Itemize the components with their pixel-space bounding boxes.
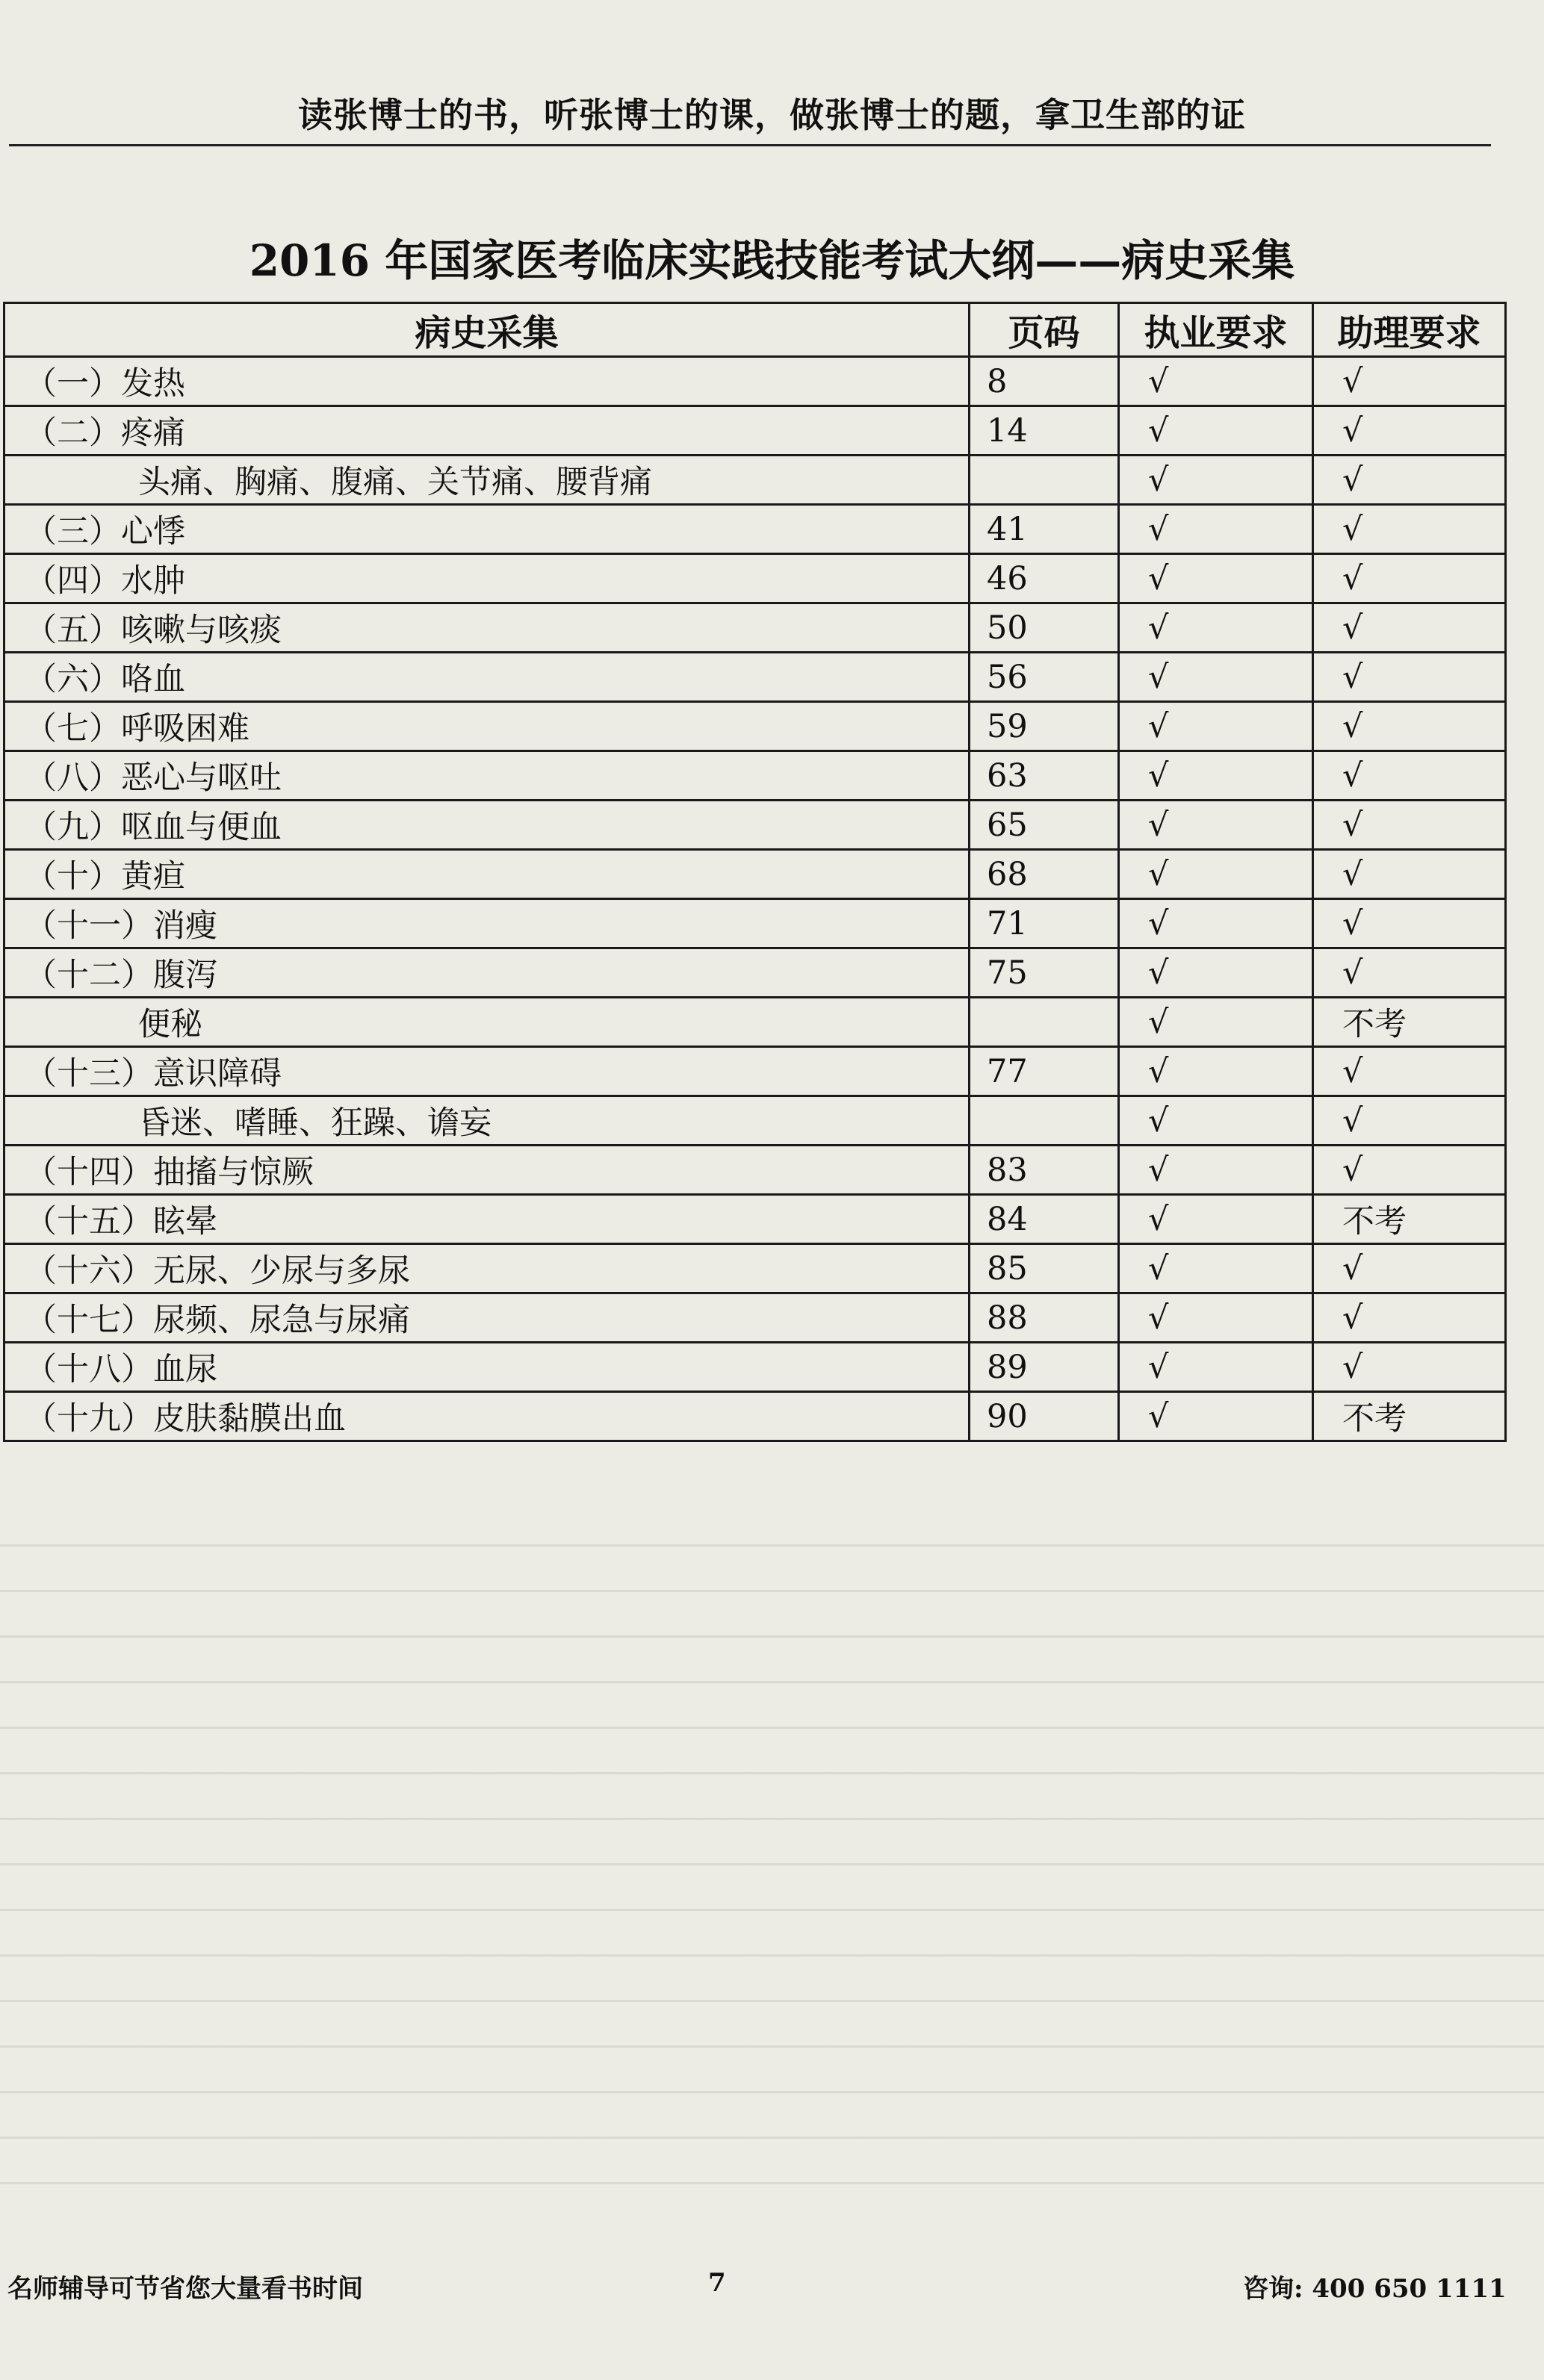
row-item: （十）黄疸 — [4, 850, 970, 899]
row-page: 14 — [970, 406, 1119, 456]
row-assistant-requirement: √ — [1313, 1096, 1506, 1146]
row-item: （七）呼吸困难 — [4, 702, 970, 751]
header-practitioner: 执业要求 — [1119, 303, 1313, 357]
table-row — [4, 751, 1506, 801]
row-practitioner-requirement: √ — [1119, 1047, 1313, 1096]
row-assistant-requirement: √ — [1313, 554, 1506, 603]
syllabus-table — [3, 302, 1507, 1442]
row-page: 85 — [970, 1244, 1119, 1293]
row-assistant-requirement: √ — [1313, 1146, 1506, 1195]
table-row — [4, 1096, 1506, 1146]
row-page: 56 — [970, 653, 1119, 702]
row-page: 71 — [970, 899, 1119, 948]
row-practitioner-requirement: √ — [1119, 1343, 1313, 1392]
row-item: （九）呕血与便血 — [4, 801, 970, 850]
row-assistant-requirement: √ — [1313, 899, 1506, 948]
row-page: 90 — [970, 1392, 1119, 1441]
row-item: 便秘 — [4, 998, 970, 1047]
row-practitioner-requirement: √ — [1119, 801, 1313, 850]
row-practitioner-requirement: √ — [1119, 406, 1313, 456]
row-practitioner-requirement: √ — [1119, 948, 1313, 998]
row-page: 46 — [970, 554, 1119, 603]
row-item: （十九）皮肤黏膜出血 — [4, 1392, 970, 1441]
row-practitioner-requirement: √ — [1119, 751, 1313, 801]
show-through-texture — [0, 1501, 1544, 2218]
table-row — [4, 899, 1506, 948]
row-page — [970, 1096, 1119, 1146]
row-item: （一）发热 — [4, 357, 970, 406]
row-practitioner-requirement: √ — [1119, 1146, 1313, 1195]
table-row — [4, 1293, 1506, 1343]
table-row — [4, 948, 1506, 998]
row-page: 8 — [970, 357, 1119, 406]
header-rule — [9, 144, 1491, 146]
row-assistant-requirement: √ — [1313, 505, 1506, 554]
row-item: （二）疼痛 — [4, 406, 970, 456]
row-assistant-requirement: 不考 — [1313, 1392, 1506, 1441]
row-item: 头痛、胸痛、腹痛、关节痛、腰背痛 — [4, 456, 970, 505]
row-assistant-requirement: √ — [1313, 1293, 1506, 1343]
row-practitioner-requirement: √ — [1119, 554, 1313, 603]
row-page — [970, 456, 1119, 505]
row-practitioner-requirement: √ — [1119, 702, 1313, 751]
row-page: 63 — [970, 751, 1119, 801]
row-assistant-requirement: √ — [1313, 1047, 1506, 1096]
row-item: （三）心悸 — [4, 505, 970, 554]
row-page: 65 — [970, 801, 1119, 850]
row-page: 83 — [970, 1146, 1119, 1195]
row-page: 77 — [970, 1047, 1119, 1096]
row-assistant-requirement: √ — [1313, 406, 1506, 456]
row-item: （八）恶心与呕吐 — [4, 751, 970, 801]
table-row — [4, 603, 1506, 653]
table-row — [4, 1244, 1506, 1293]
row-practitioner-requirement: √ — [1119, 1244, 1313, 1293]
table-row — [4, 1195, 1506, 1244]
row-item: （十二）腹泻 — [4, 948, 970, 998]
footer-slogan: 名师辅导可节省您大量看书时间 — [7, 2274, 363, 2304]
row-page: 88 — [970, 1293, 1119, 1343]
row-page — [970, 998, 1119, 1047]
row-item: （十五）眩晕 — [4, 1195, 970, 1244]
row-assistant-requirement: √ — [1313, 702, 1506, 751]
row-item: （十八）血尿 — [4, 1343, 970, 1392]
row-assistant-requirement: √ — [1313, 603, 1506, 653]
page-number: 7 — [708, 2268, 726, 2298]
table-row — [4, 1392, 1506, 1441]
table-row — [4, 406, 1506, 456]
row-page: 50 — [970, 603, 1119, 653]
row-item: （六）咯血 — [4, 653, 970, 702]
row-assistant-requirement: √ — [1313, 653, 1506, 702]
table-row — [4, 1146, 1506, 1195]
row-practitioner-requirement: √ — [1119, 1293, 1313, 1343]
row-item: （十一）消瘦 — [4, 899, 970, 948]
table-row — [4, 1047, 1506, 1096]
running-head: 读张博士的书，听张博士的课，做张博士的题，拿卫生部的证 — [298, 95, 1246, 135]
table-row — [4, 554, 1506, 603]
row-item: （五）咳嗽与咳痰 — [4, 603, 970, 653]
row-practitioner-requirement: √ — [1119, 653, 1313, 702]
table-header-row — [4, 303, 1506, 357]
row-assistant-requirement: √ — [1313, 456, 1506, 505]
row-page: 84 — [970, 1195, 1119, 1244]
row-practitioner-requirement: √ — [1119, 456, 1313, 505]
table-row — [4, 702, 1506, 751]
row-practitioner-requirement: √ — [1119, 1195, 1313, 1244]
row-item: （十七）尿频、尿急与尿痛 — [4, 1293, 970, 1343]
row-item: 昏迷、嗜睡、狂躁、谵妄 — [4, 1096, 970, 1146]
row-page: 75 — [970, 948, 1119, 998]
row-practitioner-requirement: √ — [1119, 357, 1313, 406]
table-row — [4, 505, 1506, 554]
table-row — [4, 1343, 1506, 1392]
row-item: （十六）无尿、少尿与多尿 — [4, 1244, 970, 1293]
row-assistant-requirement: √ — [1313, 751, 1506, 801]
row-assistant-requirement: √ — [1313, 801, 1506, 850]
table-body — [4, 357, 1506, 1441]
row-page: 41 — [970, 505, 1119, 554]
table-row — [4, 653, 1506, 702]
row-practitioner-requirement: √ — [1119, 850, 1313, 899]
row-item: （十三）意识障碍 — [4, 1047, 970, 1096]
row-page: 59 — [970, 702, 1119, 751]
row-practitioner-requirement: √ — [1119, 899, 1313, 948]
table-row — [4, 801, 1506, 850]
row-practitioner-requirement: √ — [1119, 998, 1313, 1047]
row-assistant-requirement: 不考 — [1313, 998, 1506, 1047]
row-assistant-requirement: √ — [1313, 850, 1506, 899]
row-page: 89 — [970, 1343, 1119, 1392]
row-assistant-requirement: √ — [1313, 357, 1506, 406]
header-page: 页码 — [970, 303, 1119, 357]
table-row — [4, 998, 1506, 1047]
row-item: （十四）抽搐与惊厥 — [4, 1146, 970, 1195]
row-practitioner-requirement: √ — [1119, 505, 1313, 554]
row-assistant-requirement: √ — [1313, 948, 1506, 998]
table-row — [4, 357, 1506, 406]
row-practitioner-requirement: √ — [1119, 1096, 1313, 1146]
table-row — [4, 456, 1506, 505]
footer-contact: 咨询: 400 650 1111 — [1243, 2274, 1507, 2304]
row-practitioner-requirement: √ — [1119, 603, 1313, 653]
header-assistant: 助理要求 — [1313, 303, 1506, 357]
row-assistant-requirement: 不考 — [1313, 1195, 1506, 1244]
table-row — [4, 850, 1506, 899]
row-item: （四）水肿 — [4, 554, 970, 603]
row-page: 68 — [970, 850, 1119, 899]
row-assistant-requirement: √ — [1313, 1343, 1506, 1392]
row-assistant-requirement: √ — [1313, 1244, 1506, 1293]
page-title: 2016 年国家医考临床实践技能考试大纲——病史采集 — [249, 235, 1295, 286]
row-practitioner-requirement: √ — [1119, 1392, 1313, 1441]
header-item: 病史采集 — [4, 303, 970, 357]
